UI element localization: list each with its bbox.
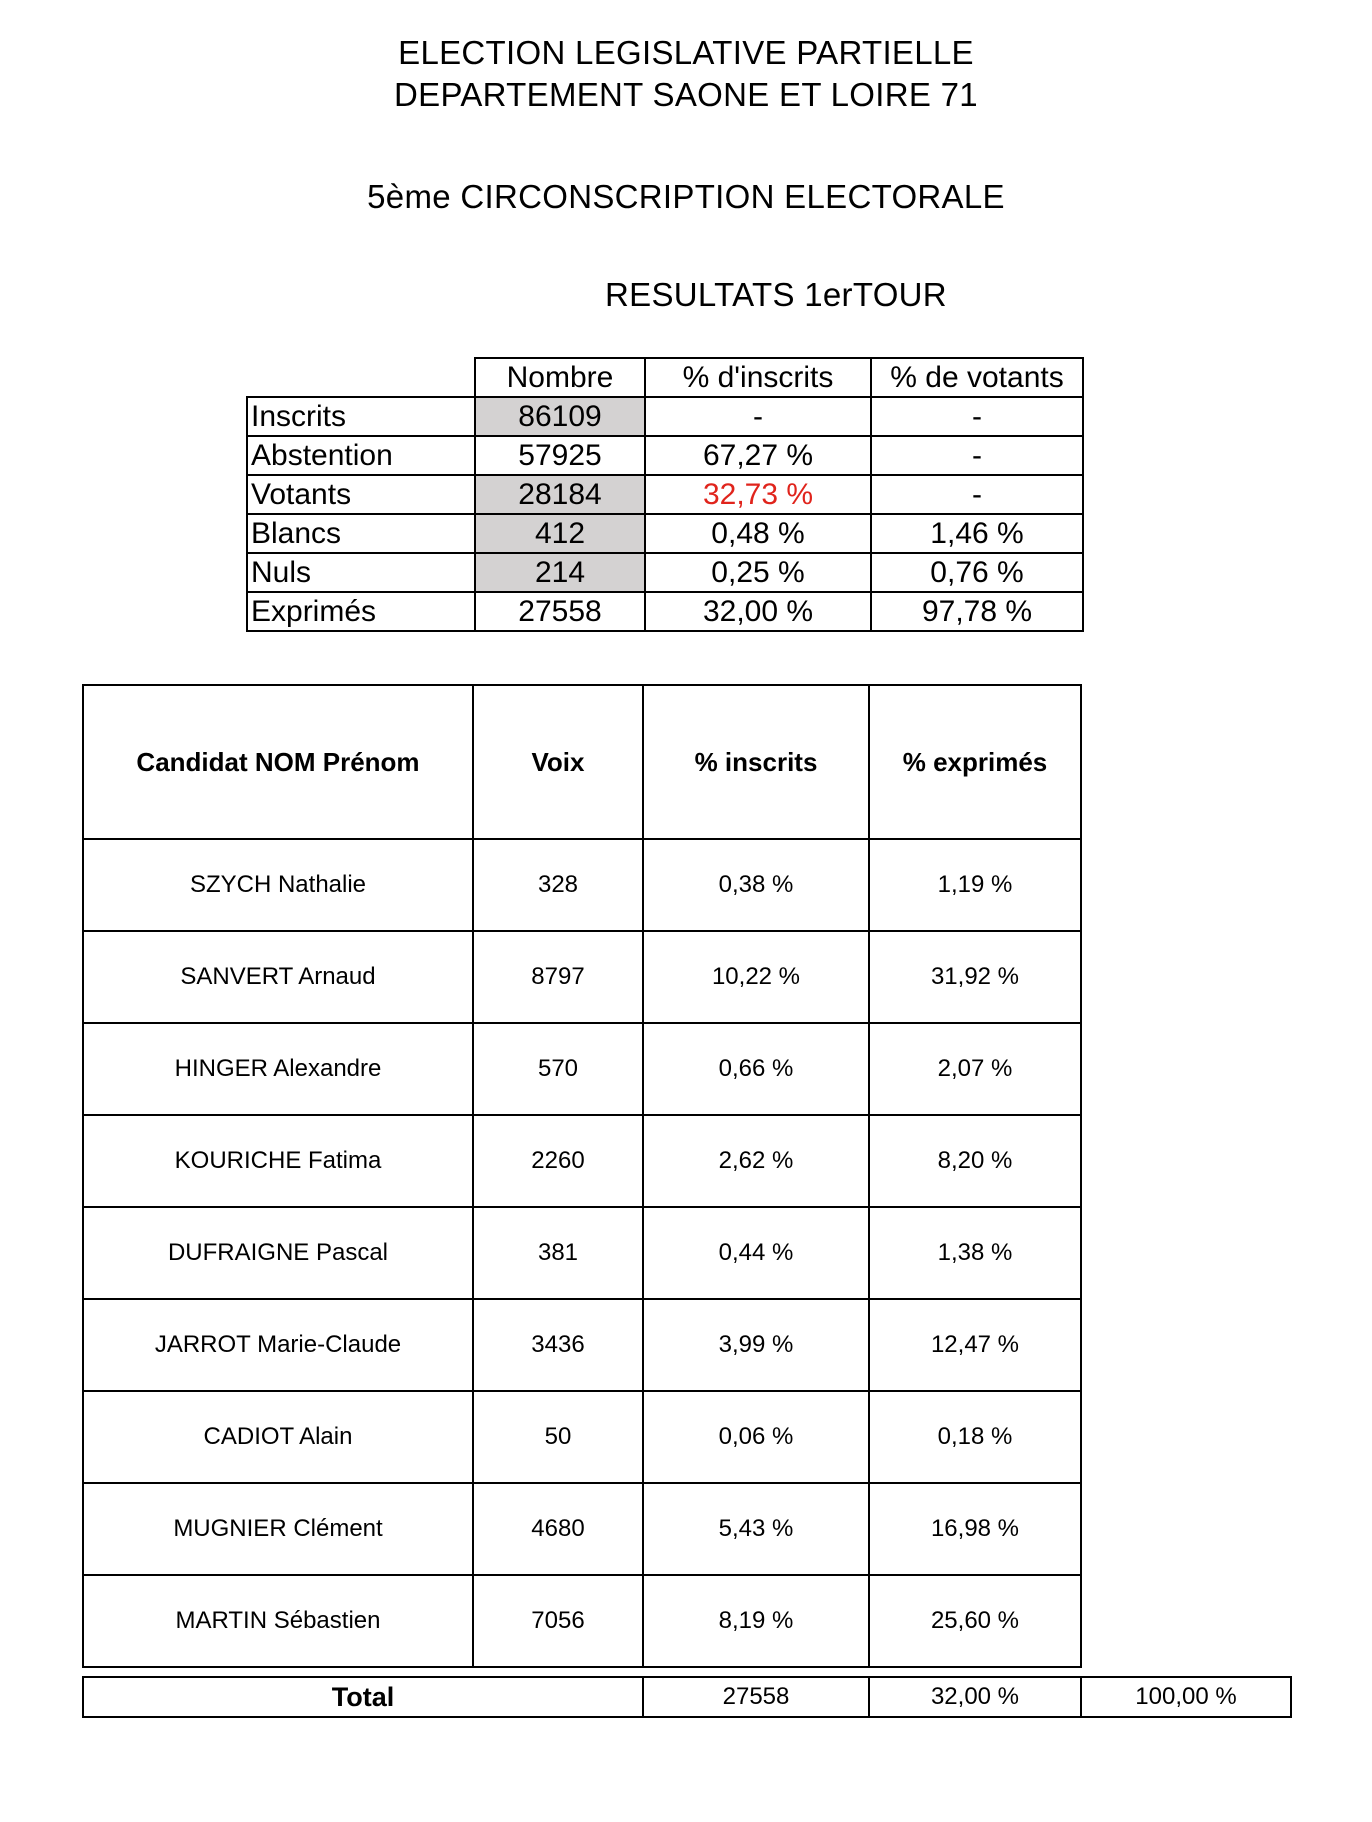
total-label: Total xyxy=(83,1677,643,1717)
candidate-voix: 8797 xyxy=(473,931,643,1023)
candidate-name: KOURICHE Fatima xyxy=(83,1115,473,1207)
candidate-pct-inscrits: 10,22 % xyxy=(643,931,869,1023)
candidate-pct-inscrits: 0,06 % xyxy=(643,1391,869,1483)
summary-label: Inscrits xyxy=(247,397,475,436)
candidate-row xyxy=(83,1575,1081,1667)
resultats-title: RESULTATS 1erTOUR xyxy=(605,276,947,313)
candidate-row xyxy=(83,1115,1081,1207)
candidate-pct-exprimes: 16,98 % xyxy=(869,1483,1081,1575)
candidate-pct-inscrits: 0,44 % xyxy=(643,1207,869,1299)
candidates-table xyxy=(82,684,1082,1668)
summary-col-pct-inscrits: % d'inscrits xyxy=(645,358,871,397)
summary-nombre: 86109 xyxy=(475,397,645,436)
summary-pct-votants: 1,46 % xyxy=(871,514,1083,553)
summary-pct-inscrits: 0,25 % xyxy=(645,553,871,592)
summary-nombre: 27558 xyxy=(475,592,645,631)
candidate-voix: 328 xyxy=(473,839,643,931)
summary-nombre: 412 xyxy=(475,514,645,553)
title-line-1: ELECTION LEGISLATIVE PARTIELLE xyxy=(398,34,974,71)
summary-row-abstention xyxy=(247,436,1083,475)
candidate-row xyxy=(83,839,1081,931)
candidate-name: DUFRAIGNE Pascal xyxy=(83,1207,473,1299)
candidate-pct-exprimes: 8,20 % xyxy=(869,1115,1081,1207)
candidate-voix: 381 xyxy=(473,1207,643,1299)
total-voix: 27558 xyxy=(643,1677,869,1717)
candidate-name: SZYCH Nathalie xyxy=(83,839,473,931)
candidate-pct-exprimes: 1,38 % xyxy=(869,1207,1081,1299)
summary-col-nombre: Nombre xyxy=(475,358,645,397)
summary-pct-inscrits: 67,27 % xyxy=(645,436,871,475)
summary-table xyxy=(246,357,1084,632)
candidate-row xyxy=(83,1299,1081,1391)
summary-pct-votants: - xyxy=(871,475,1083,514)
candidate-name: JARROT Marie-Claude xyxy=(83,1299,473,1391)
total-row xyxy=(83,1677,1291,1717)
col-pct-inscrits: % inscrits xyxy=(643,685,869,839)
summary-label: Votants xyxy=(247,475,475,514)
summary-row-exprimes xyxy=(247,592,1083,631)
candidate-name: MUGNIER Clément xyxy=(83,1483,473,1575)
candidate-voix: 570 xyxy=(473,1023,643,1115)
summary-label: Nuls xyxy=(247,553,475,592)
candidate-row xyxy=(83,1207,1081,1299)
summary-row-nuls xyxy=(247,553,1083,592)
candidate-row xyxy=(83,1483,1081,1575)
col-voix: Voix xyxy=(473,685,643,839)
candidate-pct-inscrits: 2,62 % xyxy=(643,1115,869,1207)
candidate-pct-exprimes: 25,60 % xyxy=(869,1575,1081,1667)
summary-pct-inscrits: 32,00 % xyxy=(645,592,871,631)
candidates-header-row xyxy=(83,685,1081,839)
candidate-name: MARTIN Sébastien xyxy=(83,1575,473,1667)
total-pct-inscrits: 32,00 % xyxy=(869,1677,1081,1717)
candidate-row xyxy=(83,931,1081,1023)
candidate-voix: 2260 xyxy=(473,1115,643,1207)
summary-row-blancs xyxy=(247,514,1083,553)
candidate-voix: 4680 xyxy=(473,1483,643,1575)
candidate-name: SANVERT Arnaud xyxy=(83,931,473,1023)
summary-pct-votants: - xyxy=(871,436,1083,475)
summary-header-blank xyxy=(247,358,475,397)
summary-nombre: 28184 xyxy=(475,475,645,514)
candidate-pct-exprimes: 12,47 % xyxy=(869,1299,1081,1391)
candidate-voix: 3436 xyxy=(473,1299,643,1391)
summary-pct-votants: 0,76 % xyxy=(871,553,1083,592)
candidate-pct-inscrits: 0,66 % xyxy=(643,1023,869,1115)
candidate-pct-exprimes: 1,19 % xyxy=(869,839,1081,931)
candidate-row xyxy=(83,1391,1081,1483)
candidate-pct-inscrits: 8,19 % xyxy=(643,1575,869,1667)
summary-nombre: 214 xyxy=(475,553,645,592)
col-candidat: Candidat NOM Prénom xyxy=(83,685,473,839)
summary-pct-votants: 97,78 % xyxy=(871,592,1083,631)
summary-header-row xyxy=(247,358,1083,397)
summary-pct-inscrits: - xyxy=(645,397,871,436)
candidate-pct-inscrits: 3,99 % xyxy=(643,1299,869,1391)
candidate-name: CADIOT Alain xyxy=(83,1391,473,1483)
total-row-table xyxy=(82,1676,1292,1718)
candidate-pct-inscrits: 0,38 % xyxy=(643,839,869,931)
summary-col-pct-votants: % de votants xyxy=(871,358,1083,397)
candidate-name: HINGER Alexandre xyxy=(83,1023,473,1115)
col-pct-exprimes: % exprimés xyxy=(869,685,1081,839)
summary-row-inscrits xyxy=(247,397,1083,436)
total-pct-exprimes: 100,00 % xyxy=(1081,1677,1291,1717)
summary-pct-votants: - xyxy=(871,397,1083,436)
summary-label: Exprimés xyxy=(247,592,475,631)
summary-row-votants xyxy=(247,475,1083,514)
summary-pct-inscrits-highlight: 32,73 % xyxy=(645,475,871,514)
candidate-pct-inscrits: 5,43 % xyxy=(643,1483,869,1575)
candidate-row xyxy=(83,1023,1081,1115)
summary-label: Blancs xyxy=(247,514,475,553)
summary-label: Abstention xyxy=(247,436,475,475)
circonscription-title: 5ème CIRCONSCRIPTION ELECTORALE xyxy=(367,178,1005,215)
candidate-pct-exprimes: 31,92 % xyxy=(869,931,1081,1023)
title-line-2: DEPARTEMENT SAONE ET LOIRE 71 xyxy=(394,76,978,113)
summary-nombre: 57925 xyxy=(475,436,645,475)
candidate-pct-exprimes: 2,07 % xyxy=(869,1023,1081,1115)
candidate-voix: 7056 xyxy=(473,1575,643,1667)
candidate-voix: 50 xyxy=(473,1391,643,1483)
candidate-pct-exprimes: 0,18 % xyxy=(869,1391,1081,1483)
summary-pct-inscrits: 0,48 % xyxy=(645,514,871,553)
